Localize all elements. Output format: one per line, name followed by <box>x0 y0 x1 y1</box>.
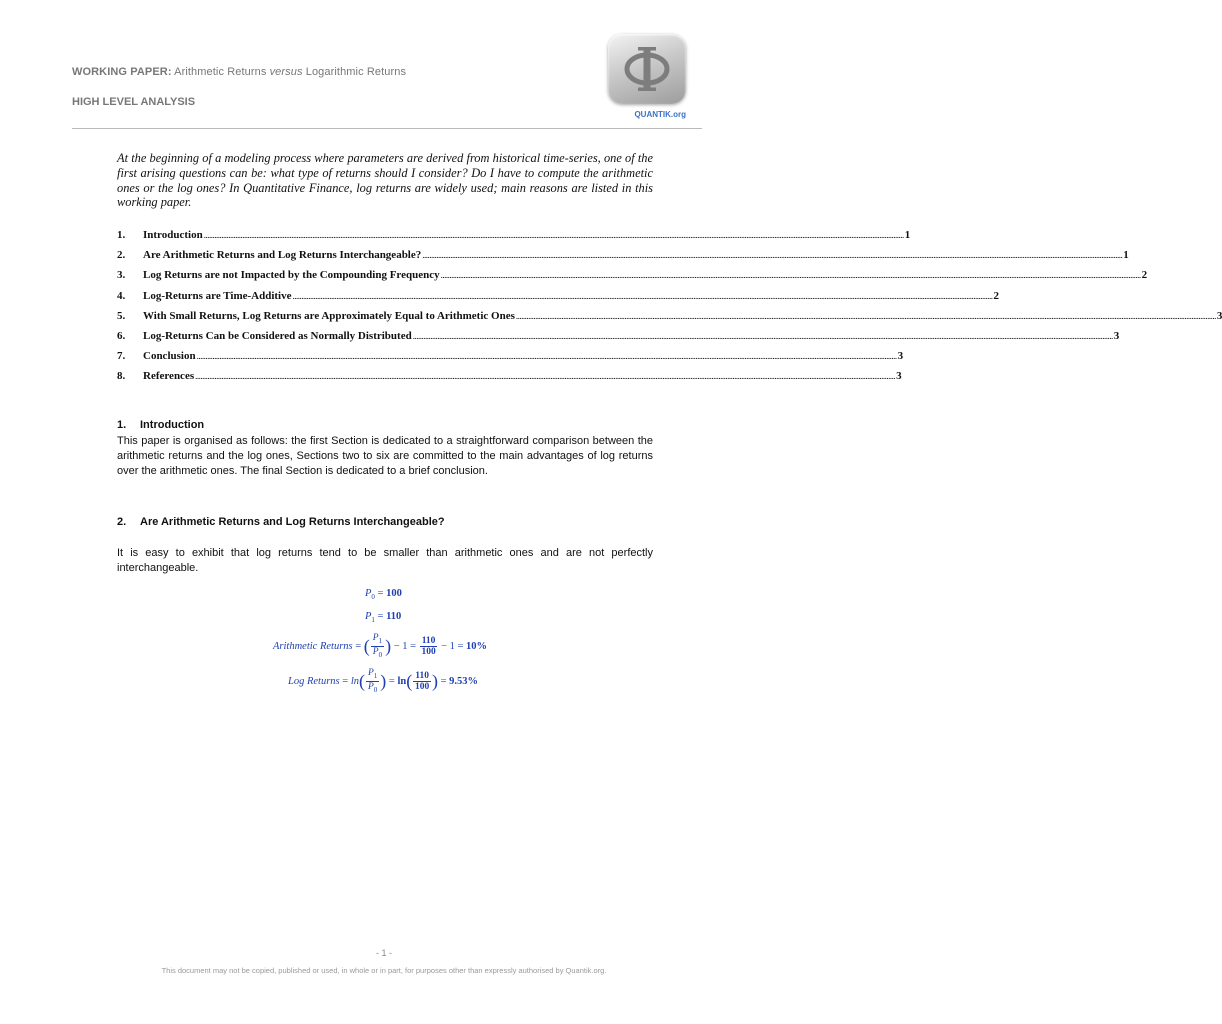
eq-denominator: 100 <box>421 646 436 657</box>
toc-page-number: 1 <box>904 229 911 241</box>
toc-leader-dots: ................................................................................................................................................................................................................................................................................................................................................................................................................ <box>195 371 896 382</box>
toc-title: References <box>143 370 195 383</box>
eq-denominator: 100 <box>414 681 430 692</box>
toc-title: Log Returns are not Impacted by the Compounding Frequency <box>143 269 440 282</box>
eq-sub: 0 <box>371 593 375 602</box>
toc-leader-dots: ................................................................................................................................................................................................................................................................................................................................................................................................................ <box>440 270 1141 281</box>
phi-logo-icon <box>617 41 677 97</box>
logo-caption: QUANTIK.org <box>634 110 686 119</box>
eq-value: 100 <box>386 588 402 599</box>
eq-sub: 1 <box>371 616 375 625</box>
header-title-versus: versus <box>269 66 303 78</box>
toc-page-number: 3 <box>1113 329 1120 342</box>
toc-title: Introduction <box>143 229 203 241</box>
toc-number: 6. <box>117 329 126 342</box>
header-title <box>72 66 406 78</box>
toc-page-number: 3 <box>897 350 904 363</box>
toc-title: Log-Returns Can be Considered as Normally Distributed <box>143 329 412 342</box>
page-number: - 1 - <box>375 948 392 958</box>
section-title: Introduction <box>140 419 205 431</box>
eq-result: 10% <box>466 640 488 652</box>
eq-numerator: 110 <box>415 670 429 681</box>
toc-number: 2. <box>117 249 126 262</box>
toc-leader-dots: ................................................................................................................................................................................................................................................................................................................................................................................................................ <box>292 290 993 301</box>
toc-page-number: 2 <box>993 289 999 302</box>
header-title-prefix: WORKING PAPER: <box>72 66 172 78</box>
section-heading-introduction <box>117 419 204 431</box>
toc-title: Conclusion <box>143 350 196 363</box>
eq-numerator: 110 <box>421 635 436 646</box>
toc-title: Log-Returns are Time-Additive <box>143 289 292 302</box>
toc-entry[interactable] <box>117 329 1120 350</box>
toc-page-number: 3 <box>1216 309 1222 322</box>
toc-number: 7. <box>117 350 126 363</box>
toc-entry[interactable] <box>117 249 1129 269</box>
header-title-end: Logarithmic Returns <box>302 66 407 78</box>
toc-number: 4. <box>117 289 126 302</box>
toc-leader-dots: ................................................................................................................................................................................................................................................................................................................................................................................................................ <box>203 230 904 240</box>
copyright-notice: This document may not be copied, published or used, in whole or in part, for purposes other than expressly authorised by Quantik.org. <box>161 966 607 975</box>
toc-leader-dots: ................................................................................................................................................................................................................................................................................................................................................................................................................ <box>422 250 1123 261</box>
equation-arithmetic-returns: Arithmetic Returns = ( $\frac{P_1}{P_0}$ ) − 1 = $\frac{110}{100}$ − 1 = 10% <box>273 633 488 659</box>
toc-entry[interactable] <box>117 370 902 390</box>
section-body-interchangeable: It is easy to exhibit that log returns tend to be smaller than arithmetic ones and are not perfectly interchangeable. <box>117 547 653 575</box>
header-title-main: Arithmetic Returns <box>171 66 270 78</box>
toc-leader-dots: ................................................................................................................................................................................................................................................................................................................................................................................................................ <box>515 310 1216 321</box>
toc-number: 5. <box>117 309 126 322</box>
header-divider <box>72 128 702 129</box>
toc-entry[interactable] <box>117 289 999 310</box>
equation-log-returns: Log Returns = ln( $\frac{P_1}{P_0}$ ) = ln( $\frac{110}{100}$ ) = 9.53% <box>288 668 479 694</box>
section-number: 2. <box>117 516 127 528</box>
toc-entry[interactable] <box>117 269 1148 289</box>
toc-entry[interactable] <box>117 309 1222 330</box>
toc-entry[interactable] <box>117 229 911 249</box>
section-body-introduction: This paper is organised as follows: the first Section is dedicated to a straightforward comparison between the arithmetic returns and the log ones, Sections two to six are committed to the main advantages of log returns over the arithmetic ones. The final Section is dedicated to a brief conclusion. <box>117 435 653 478</box>
toc-title: Are Arithmetic Returns and Log Returns Interchangeable? <box>143 249 422 262</box>
toc-number: 3. <box>117 269 126 282</box>
section-heading-interchangeable <box>117 516 445 528</box>
eq-result: 9.53% <box>449 675 479 687</box>
abstract: At the beginning of a modeling process where parameters are derived from historical time-series, one of the first arising questions can be: what type of returns should I consider? Do I have to compute the arithmetic ones or the log ones? In Quantitative Finance, log returns are widely used; main reasons are listed in this working paper. <box>117 151 653 210</box>
eq-value: 110 <box>386 611 402 622</box>
section-number: 1. <box>117 419 127 431</box>
eq-var: P <box>365 611 372 622</box>
eq-var: P <box>365 588 372 599</box>
quantik-logo <box>608 34 686 104</box>
toc-page-number: 3 <box>896 370 902 383</box>
eq-fn: ln <box>350 675 359 687</box>
equation-p1: $P_1 = 110$ <box>365 611 402 625</box>
equation-p0: $P_0 = 100$ <box>365 588 402 602</box>
eq-fn-bold: ln <box>397 675 407 687</box>
table-of-contents <box>117 229 1222 391</box>
toc-page-number: 1 <box>1123 249 1129 262</box>
toc-number: 1. <box>117 229 126 241</box>
toc-leader-dots: ................................................................................................................................................................................................................................................................................................................................................................................................................ <box>196 351 897 362</box>
toc-page-number: 2 <box>1141 269 1148 282</box>
section-title: Are Arithmetic Returns and Log Returns Interchangeable? <box>140 516 445 528</box>
toc-number: 8. <box>117 370 126 383</box>
eq-label: Arithmetic Returns <box>273 640 353 652</box>
toc-entry[interactable] <box>117 350 904 370</box>
header-subtitle: HIGH LEVEL ANALYSIS <box>72 96 196 108</box>
toc-leader-dots: ................................................................................................................................................................................................................................................................................................................................................................................................................ <box>412 330 1113 341</box>
eq-label: Log Returns <box>288 675 340 687</box>
toc-title: With Small Returns, Log Returns are Approximately Equal to Arithmetic Ones <box>143 309 515 322</box>
